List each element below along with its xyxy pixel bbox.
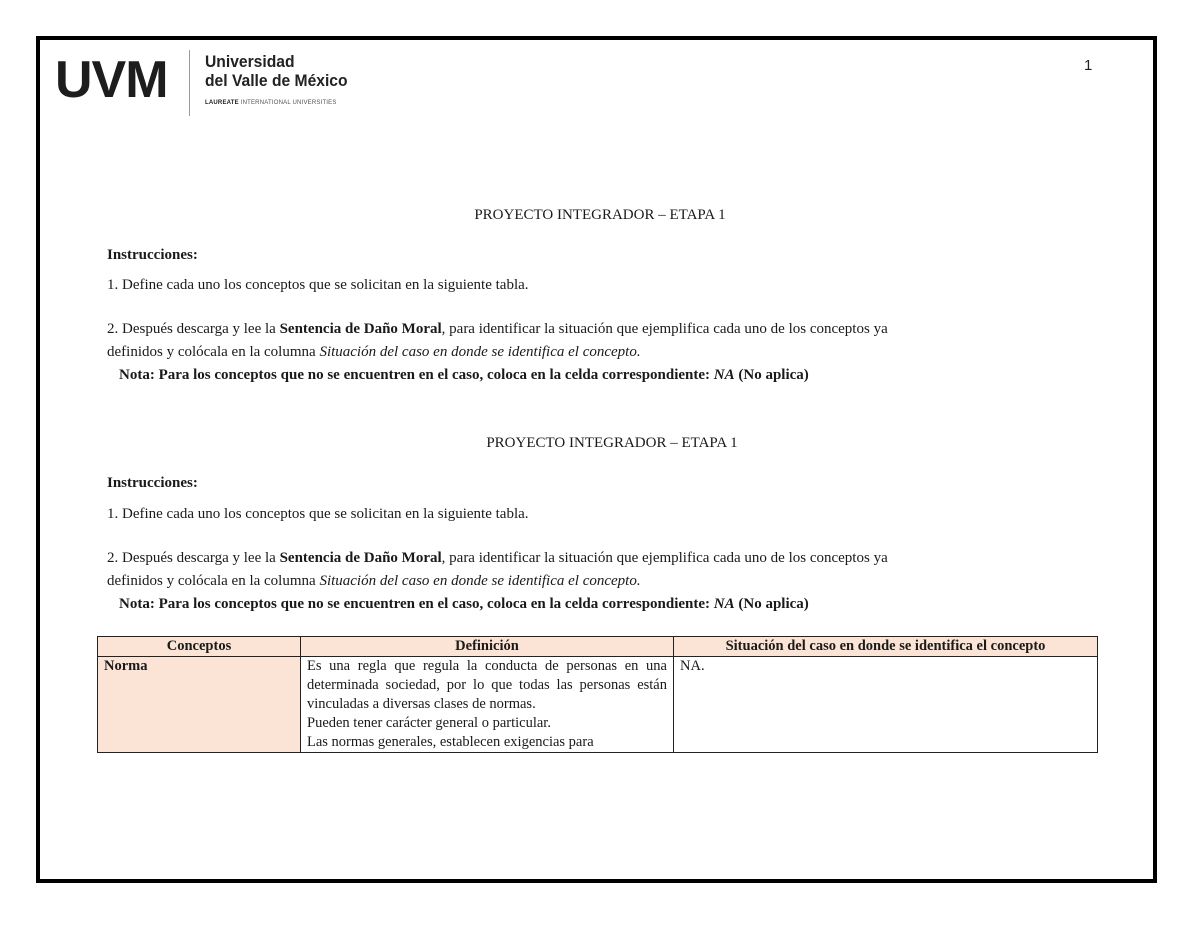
instruction-step-1: 1. Define cada uno los conceptos que se solicitan en la siguiente tabla. [107,277,529,293]
step2-italic: Situación del caso en donde se identifica el concepto. [319,344,641,360]
university-name [205,52,348,90]
instruction-step-2-line-1 [107,548,888,568]
definition-paragraph: Es una regla que regula la conducta de personas en una determinada sociedad, por lo que todas las personas están vinculadas a diversas clases de normas. [307,658,667,712]
step2-italic: Situación del caso en donde se identifica el concepto. [319,573,641,589]
concepts-table [97,636,1098,753]
laureate-tagline [205,100,337,106]
instruction-step-1: 1. Define cada uno los conceptos que se solicitan en la siguiente tabla. [107,506,529,522]
note-italic: NA [713,367,735,383]
note-italic: NA [713,596,735,612]
instructions-heading: Instrucciones: [107,475,198,491]
step2-text-c: definidos y colócala en la columna [107,573,320,589]
instruction-step-2-line-2 [107,571,641,591]
section-title: PROYECTO INTEGRADOR – ETAPA 1 [474,207,726,223]
note-text-b: (No aplica) [734,596,809,612]
note-text-b: (No aplica) [734,367,809,383]
laureate-rest: INTERNATIONAL UNIVERSITIES [240,100,337,106]
note-text-a: Nota: Para los conceptos que no se encuentren en el caso, coloca en la celda correspondiente: [119,367,714,383]
instruction-step-2-line-1 [107,319,888,339]
table-header-row [98,637,1098,657]
step2-text-b: , para identificar la situación que ejemplifica cada uno de los conceptos ya [441,321,888,337]
concept-cell: Norma [98,657,301,753]
table-row [98,657,1098,753]
definition-cell [301,657,674,753]
note-line [119,365,809,385]
step2-text-a: 2. Después descarga y lee la [107,550,280,566]
document-page [36,36,1157,883]
header-situacion: Situación del caso en donde se identifica el concepto [674,637,1098,657]
step2-bold: Sentencia de Daño Moral [279,550,442,566]
step2-bold: Sentencia de Daño Moral [279,321,442,337]
definition-paragraph: Las normas generales, establecen exigencias para [307,734,594,750]
step2-text-c: definidos y colócala en la columna [107,344,320,360]
note-text-a: Nota: Para los conceptos que no se encuentren en el caso, coloca en la celda correspondiente: [119,596,714,612]
logo-divider [189,50,190,116]
step2-text-a: 2. Después descarga y lee la [107,321,280,337]
page-number: 1 [1084,57,1093,74]
instruction-step-2-line-2 [107,342,641,362]
header-conceptos: Conceptos [98,637,301,657]
step2-text-b: , para identificar la situación que ejemplifica cada uno de los conceptos ya [441,550,888,566]
university-line-1: Universidad [205,52,295,71]
header-definicion: Definición [301,637,674,657]
instructions-heading: Instrucciones: [107,247,198,263]
section-title: PROYECTO INTEGRADOR – ETAPA 1 [486,435,738,451]
laureate-bold: LAUREATE [205,100,239,106]
situation-cell: NA. [674,657,1098,753]
definition-paragraph: Pueden tener carácter general o particular. [307,715,551,731]
university-line-2: del Valle de México [205,71,348,90]
note-line [119,594,809,614]
logo-mark: UVM [55,51,168,109]
